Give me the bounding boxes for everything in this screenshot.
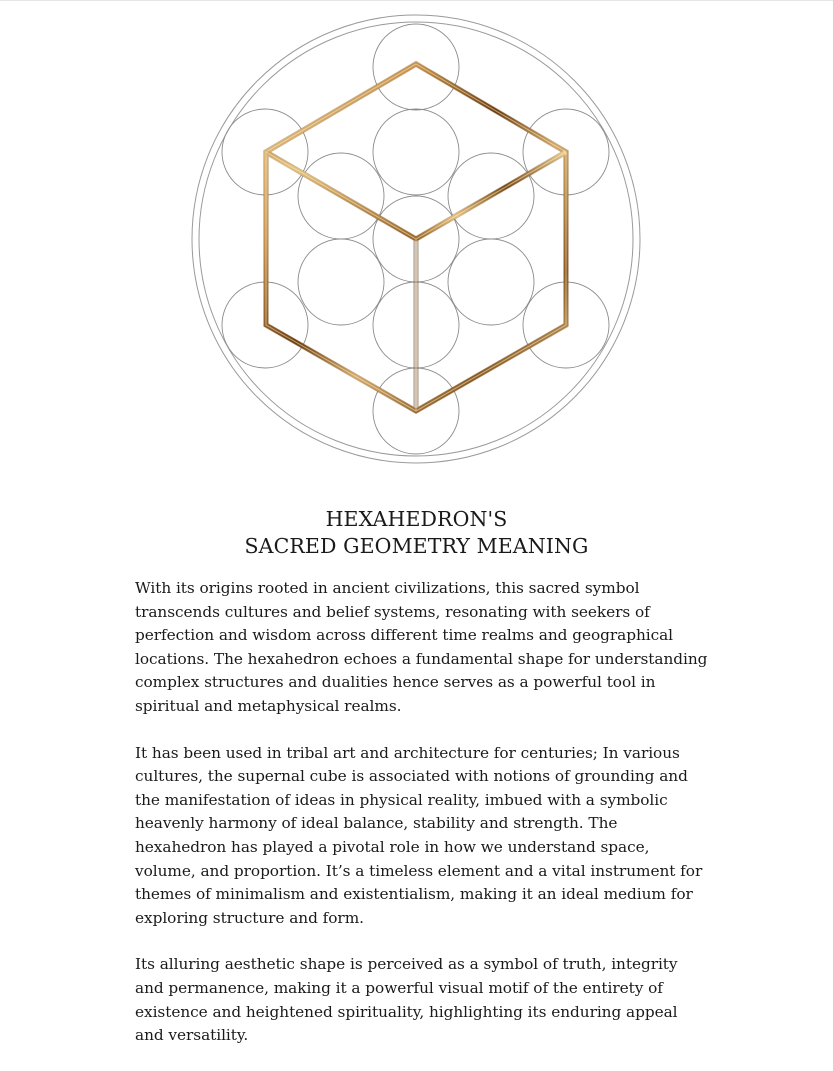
gold-cube — [266, 64, 566, 411]
section-heading — [0, 506, 833, 560]
circle-lower-left-inner — [298, 239, 384, 325]
article-body — [135, 577, 710, 1071]
heading-line-2: SACRED GEOMETRY MEANING — [244, 534, 589, 558]
paragraph-origins: With its origins rooted in ancient civilizations, this sacred symbol transcends cultures and belief systems, resonating with seekers of perfection and wisdom across different time realms and geographical locations. The hexahedron echoes a fundamental shape for understanding complex structures and dualities hence serves as a powerful tool in spiritual and metaphysical realms. — [135, 579, 708, 715]
metatrons-cube-hexahedron-illustration — [0, 0, 833, 470]
circle-top-inner — [373, 109, 459, 195]
paragraph-history: It has been used in tribal art and architecture for centuries; In various cultures, the supernal cube is associated with notions of grounding and the manifestation of ideas in physical reality, imbued with a symbolic heavenly harmony of ideal balance, stability and strength. The hexahedron has played a pivotal role in how we understand space, volume, and proportion. It’s a timeless element and a vital instrument for themes of minimalism and existentialism, making it an ideal medium for exploring structure and form. — [135, 743, 703, 927]
heading-line-1: HEXAHEDRON'S — [325, 507, 508, 531]
circle-lower-right-inner — [448, 239, 534, 325]
paragraph-aesthetic: Its alluring aesthetic shape is perceived as a symbol of truth, integrity and permanence, making it a powerful visual motif of the entirety of existence and heightened spirituality, highlighting its enduring appeal and versatility. — [135, 955, 678, 1045]
